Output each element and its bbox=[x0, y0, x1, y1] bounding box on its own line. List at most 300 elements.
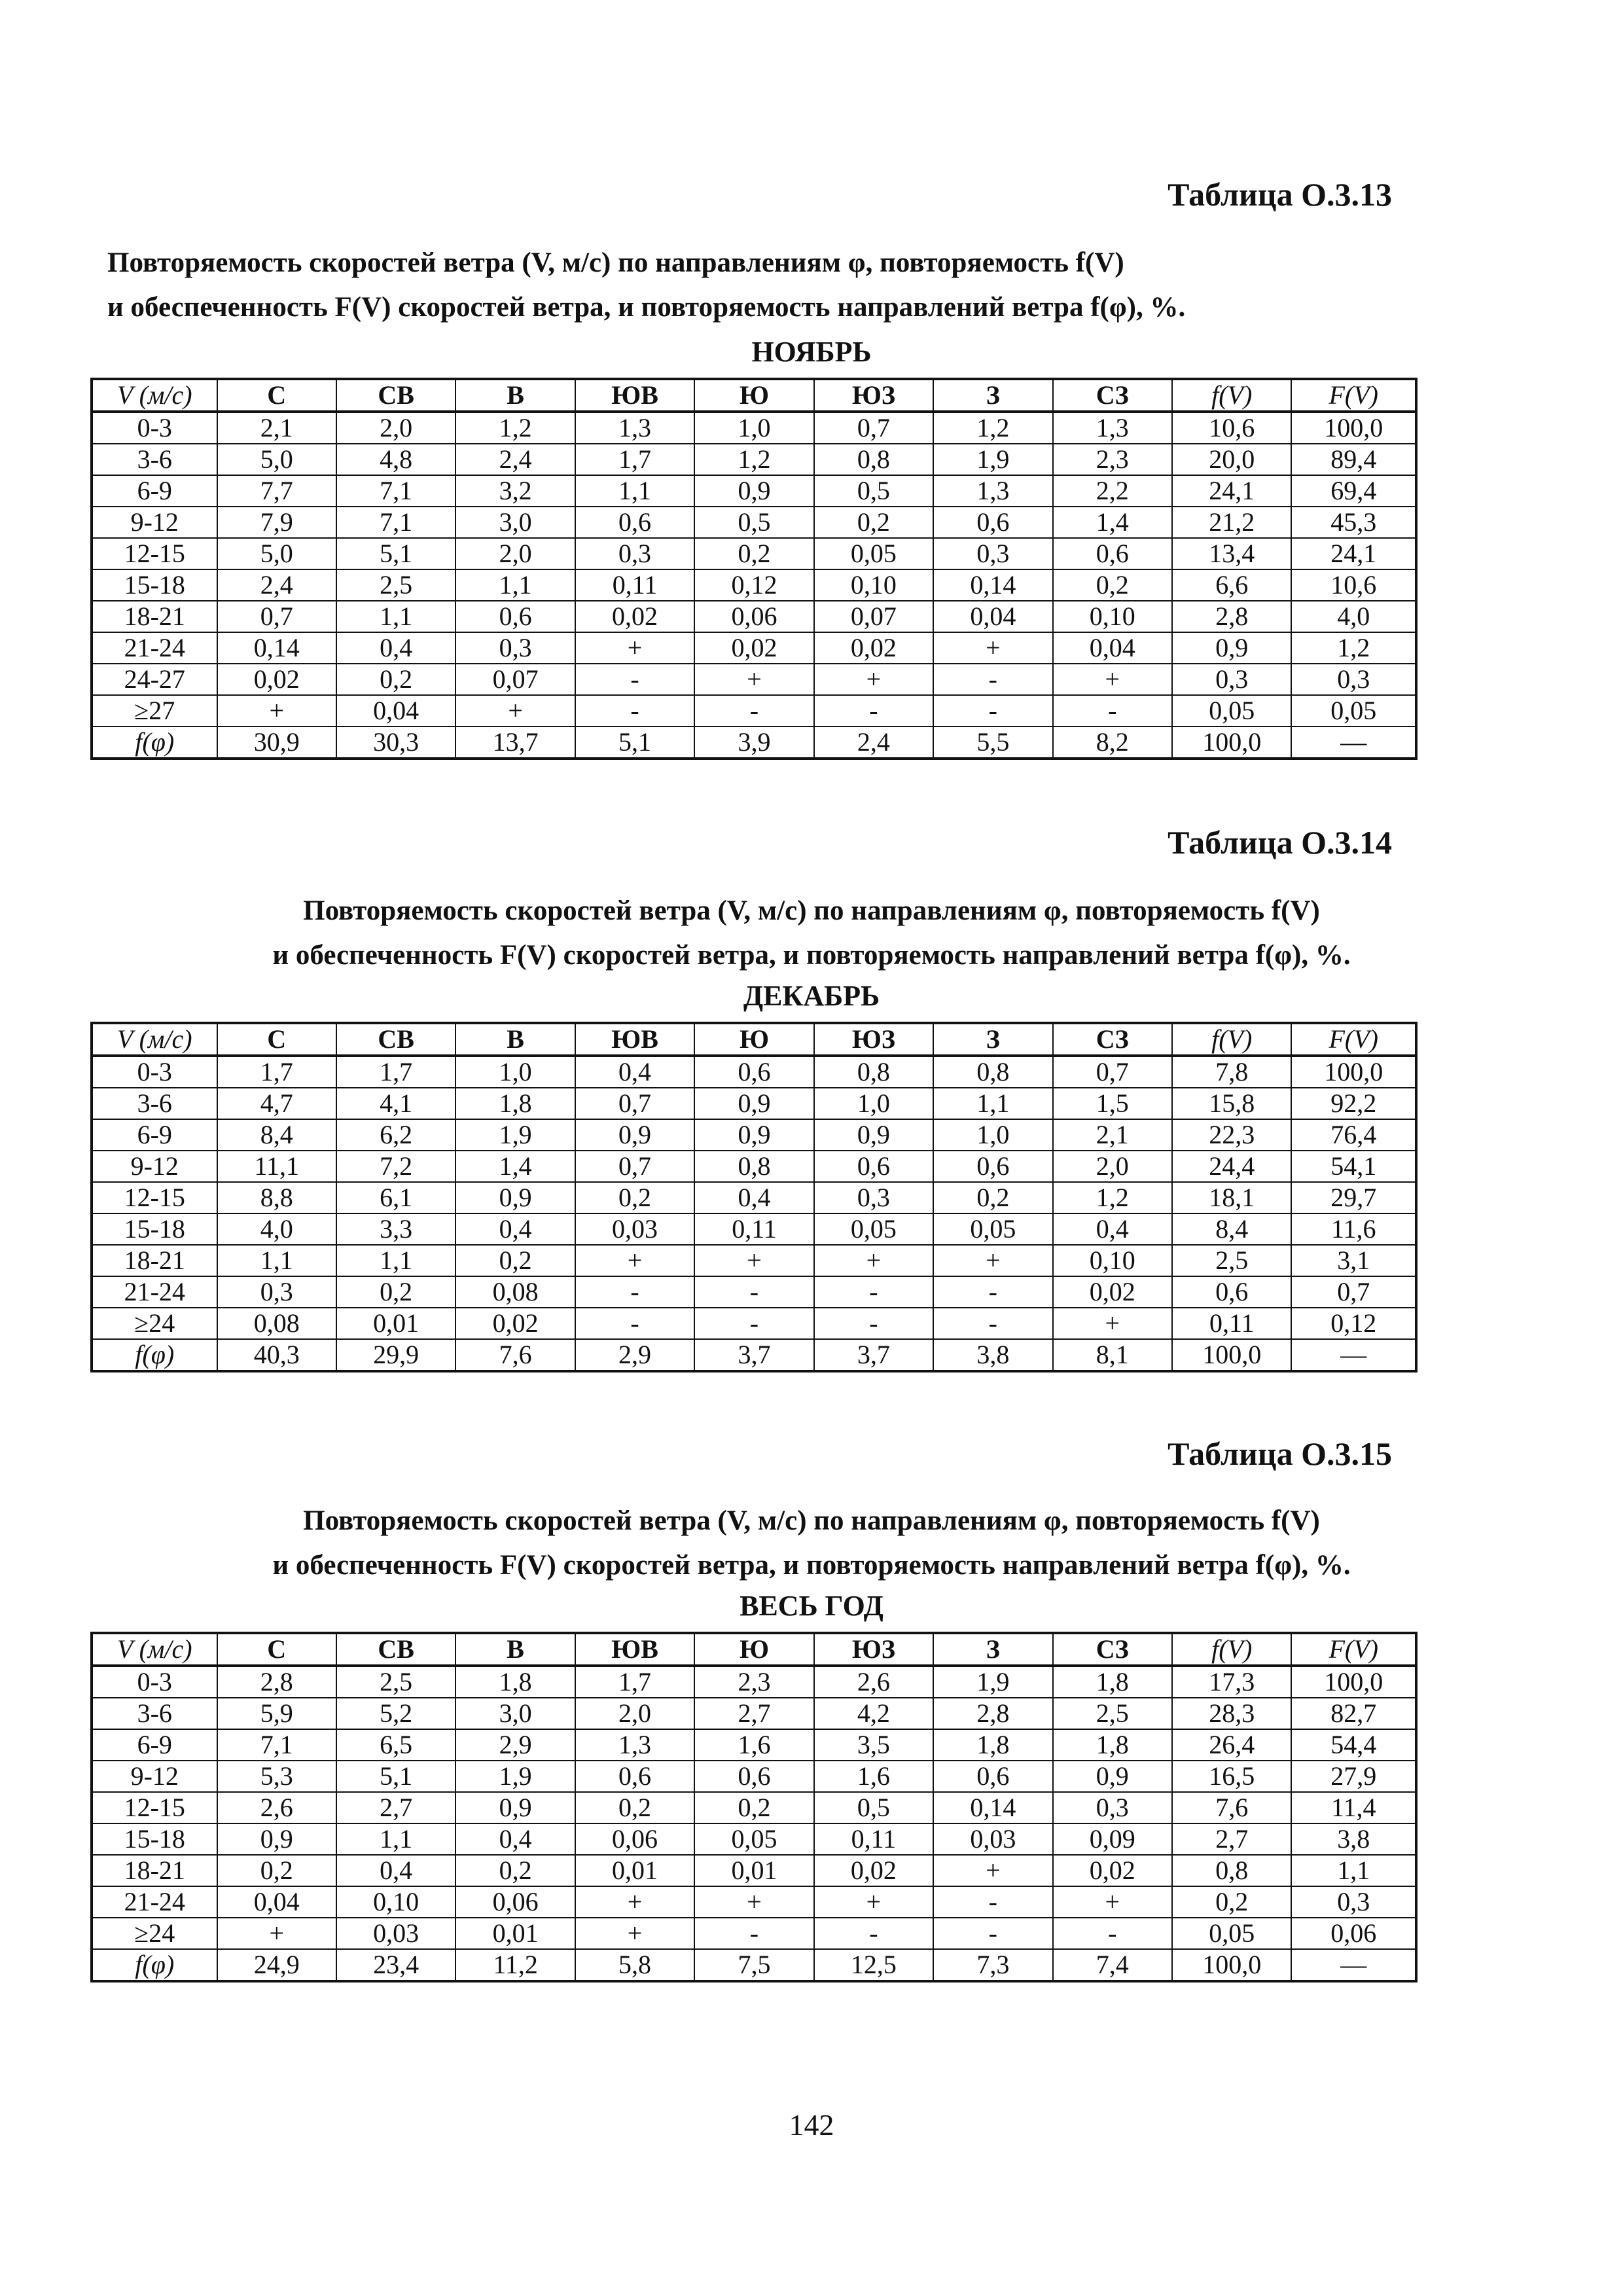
table-cell: - bbox=[933, 695, 1052, 726]
header-Fv: F(V) bbox=[1291, 1633, 1416, 1666]
table-cell: 1,2 bbox=[1291, 632, 1416, 664]
table-cell: 1,9 bbox=[933, 1666, 1052, 1698]
row-label: 0-3 bbox=[92, 1666, 217, 1698]
header-row bbox=[92, 1633, 1416, 1666]
table-cell: 0,11 bbox=[694, 1213, 813, 1245]
table-cell: 2,7 bbox=[1172, 1823, 1291, 1855]
table-cell: 4,0 bbox=[217, 1213, 336, 1245]
table-row bbox=[92, 1918, 1416, 1949]
row-label: 15-18 bbox=[92, 1823, 217, 1855]
table-cell: 0,04 bbox=[1053, 632, 1172, 664]
table-cell: 3,0 bbox=[455, 1698, 575, 1729]
table-cell: 5,3 bbox=[217, 1761, 336, 1792]
table-cell: 6,6 bbox=[1172, 569, 1291, 601]
table-cell: 1,7 bbox=[336, 1056, 455, 1088]
table-cell: 1,6 bbox=[814, 1761, 933, 1792]
table-cell: - bbox=[933, 1886, 1052, 1918]
table-cell: 10,6 bbox=[1291, 569, 1416, 601]
row-label: 15-18 bbox=[92, 1213, 217, 1245]
row-label: 18-21 bbox=[92, 1855, 217, 1886]
row-label: 12-15 bbox=[92, 1182, 217, 1213]
table-cell: 5,1 bbox=[336, 1761, 455, 1792]
table-row bbox=[92, 601, 1416, 632]
table-row bbox=[92, 1276, 1416, 1308]
table-cell: 0,01 bbox=[336, 1308, 455, 1339]
table-cell: 0,02 bbox=[455, 1308, 575, 1339]
header-direction: СЗ bbox=[1053, 379, 1172, 412]
table-cell: 2,0 bbox=[455, 538, 575, 569]
table-cell: 2,6 bbox=[217, 1792, 336, 1823]
row-label: 12-15 bbox=[92, 538, 217, 569]
table-cell: 1,3 bbox=[933, 475, 1052, 507]
table-row bbox=[92, 412, 1416, 444]
total-row bbox=[92, 1339, 1416, 1371]
table-cell: 3,3 bbox=[336, 1213, 455, 1245]
table-cell: 11,2 bbox=[455, 1949, 575, 1981]
table-cell: 21,2 bbox=[1172, 507, 1291, 538]
table-cell: 0,2 bbox=[455, 1855, 575, 1886]
row-label: f(φ) bbox=[92, 726, 217, 759]
header-direction: В bbox=[455, 1633, 575, 1666]
table-cell: 0,6 bbox=[694, 1761, 813, 1792]
table-cell: 2,6 bbox=[814, 1666, 933, 1698]
table-cell: 89,4 bbox=[1291, 444, 1416, 475]
table-cell: 4,1 bbox=[336, 1088, 455, 1119]
table-cell: 2,5 bbox=[336, 1666, 455, 1698]
header-speed: V (м/с) bbox=[92, 1023, 217, 1056]
table-cell: 0,7 bbox=[1053, 1056, 1172, 1088]
table-cell: 7,2 bbox=[336, 1151, 455, 1182]
table-cell: 7,9 bbox=[217, 507, 336, 538]
table-cell: + bbox=[1053, 664, 1172, 695]
table-cell: 0,03 bbox=[933, 1823, 1052, 1855]
header-direction: Ю bbox=[694, 379, 813, 412]
table-row bbox=[92, 1855, 1416, 1886]
row-label: 9-12 bbox=[92, 507, 217, 538]
table-cell: - bbox=[694, 1308, 813, 1339]
table-cell: - bbox=[1053, 1918, 1172, 1949]
table-cell: 8,1 bbox=[1053, 1339, 1172, 1371]
row-label: 6-9 bbox=[92, 1119, 217, 1151]
table-cell: 1,1 bbox=[455, 569, 575, 601]
table-row bbox=[92, 1666, 1416, 1698]
table-row bbox=[92, 507, 1416, 538]
table-cell: 7,8 bbox=[1172, 1056, 1291, 1088]
header-direction: СЗ bbox=[1053, 1023, 1172, 1056]
table-cell: 0,3 bbox=[1172, 664, 1291, 695]
table-cell: 0,06 bbox=[1291, 1918, 1416, 1949]
table-cell: 0,2 bbox=[217, 1855, 336, 1886]
table-cell: 1,3 bbox=[575, 412, 694, 444]
header-direction: ЮЗ bbox=[814, 379, 933, 412]
table-month-title: НОЯБРЬ bbox=[751, 336, 872, 368]
table-cell: 23,4 bbox=[336, 1949, 455, 1981]
table-cell: 1,3 bbox=[575, 1729, 694, 1761]
table-row bbox=[92, 1761, 1416, 1792]
table-cell: 2,4 bbox=[217, 569, 336, 601]
table-row bbox=[92, 664, 1416, 695]
table-cell: 1,1 bbox=[336, 601, 455, 632]
table-cell: 0,02 bbox=[1053, 1276, 1172, 1308]
table-cell: 4,7 bbox=[217, 1088, 336, 1119]
table-caption-line2: и обеспеченность F(V) скоростей ветра, и повторяемость направлений ветра f(φ), %. bbox=[107, 292, 1186, 323]
table-cell: 0,05 bbox=[1291, 695, 1416, 726]
table-cell: 54,4 bbox=[1291, 1729, 1416, 1761]
table-cell: 0,08 bbox=[455, 1276, 575, 1308]
table-cell: 0,9 bbox=[1172, 632, 1291, 664]
table-cell: 0,8 bbox=[814, 1056, 933, 1088]
table-cell: 0,05 bbox=[814, 538, 933, 569]
table-cell: 2,8 bbox=[217, 1666, 336, 1698]
header-direction: ЮВ bbox=[575, 379, 694, 412]
table-cell: 0,01 bbox=[575, 1855, 694, 1886]
table-cell: + bbox=[814, 1886, 933, 1918]
table-cell: 0,05 bbox=[1172, 695, 1291, 726]
table-cell: + bbox=[217, 1918, 336, 1949]
table-cell: 24,1 bbox=[1172, 475, 1291, 507]
table-cell: 0,7 bbox=[575, 1151, 694, 1182]
wind-table bbox=[90, 1022, 1418, 1372]
row-label: 9-12 bbox=[92, 1151, 217, 1182]
table-cell: 18,1 bbox=[1172, 1182, 1291, 1213]
table-caption-line1: Повторяемость скоростей ветра (V, м/с) по направлениям φ, повторяемость f(V) bbox=[303, 895, 1320, 926]
table-cell: 30,9 bbox=[217, 726, 336, 759]
table-cell: 100,0 bbox=[1172, 1949, 1291, 1981]
table-cell: 0,02 bbox=[694, 632, 813, 664]
table-cell: 3,8 bbox=[1291, 1823, 1416, 1855]
table-cell: 0,2 bbox=[455, 1245, 575, 1276]
table-cell: 0,8 bbox=[694, 1151, 813, 1182]
table-cell: — bbox=[1291, 726, 1416, 759]
table-cell: 0,3 bbox=[933, 538, 1052, 569]
row-label: ≥27 bbox=[92, 695, 217, 726]
header-row bbox=[92, 379, 1416, 412]
table-cell: 0,14 bbox=[933, 569, 1052, 601]
table-cell: 11,6 bbox=[1291, 1213, 1416, 1245]
header-speed: V (м/с) bbox=[92, 379, 217, 412]
table-cell: 28,3 bbox=[1172, 1698, 1291, 1729]
table-cell: 0,9 bbox=[575, 1119, 694, 1151]
table-cell: + bbox=[575, 1886, 694, 1918]
table-cell: - bbox=[933, 1276, 1052, 1308]
table-cell: 16,5 bbox=[1172, 1761, 1291, 1792]
table-cell: 0,6 bbox=[933, 507, 1052, 538]
table-cell: 27,9 bbox=[1291, 1761, 1416, 1792]
table-cell: 2,8 bbox=[933, 1698, 1052, 1729]
total-row bbox=[92, 726, 1416, 759]
table-row bbox=[92, 1151, 1416, 1182]
table-cell: 7,5 bbox=[694, 1949, 813, 1981]
table-row bbox=[92, 695, 1416, 726]
table-cell: 6,2 bbox=[336, 1119, 455, 1151]
table-cell: 30,3 bbox=[336, 726, 455, 759]
row-label: 3-6 bbox=[92, 1698, 217, 1729]
table-cell: 6,1 bbox=[336, 1182, 455, 1213]
table-cell: 0,3 bbox=[1291, 664, 1416, 695]
table-cell: 0,6 bbox=[455, 601, 575, 632]
table-cell: 0,3 bbox=[1053, 1792, 1172, 1823]
table-cell: 0,06 bbox=[575, 1823, 694, 1855]
table-cell: - bbox=[933, 664, 1052, 695]
table-cell: 13,4 bbox=[1172, 538, 1291, 569]
row-label: 6-9 bbox=[92, 1729, 217, 1761]
table-cell: 2,3 bbox=[1053, 444, 1172, 475]
table-cell: 0,01 bbox=[694, 1855, 813, 1886]
table-cell: 1,2 bbox=[455, 412, 575, 444]
table-cell: 3,5 bbox=[814, 1729, 933, 1761]
table-cell: 1,4 bbox=[455, 1151, 575, 1182]
table-cell: 1,9 bbox=[933, 444, 1052, 475]
table-cell: 0,7 bbox=[814, 412, 933, 444]
table-cell: 100,0 bbox=[1291, 1666, 1416, 1698]
table-cell: 1,8 bbox=[1053, 1729, 1172, 1761]
table-cell: 5,2 bbox=[336, 1698, 455, 1729]
table-cell: 0,04 bbox=[336, 695, 455, 726]
table-cell: 1,1 bbox=[575, 475, 694, 507]
table-cell: + bbox=[933, 1855, 1052, 1886]
table-cell: 4,8 bbox=[336, 444, 455, 475]
table-cell: 0,2 bbox=[1172, 1886, 1291, 1918]
table-cell: 0,9 bbox=[814, 1119, 933, 1151]
header-direction: З bbox=[933, 1633, 1052, 1666]
table-cell: 1,7 bbox=[575, 1666, 694, 1698]
table-cell: 29,7 bbox=[1291, 1182, 1416, 1213]
table-cell: 0,12 bbox=[1291, 1308, 1416, 1339]
table-cell: 24,4 bbox=[1172, 1151, 1291, 1182]
table-cell: 5,1 bbox=[575, 726, 694, 759]
table-cell: - bbox=[575, 1308, 694, 1339]
table-cell: + bbox=[933, 632, 1052, 664]
row-label: 21-24 bbox=[92, 632, 217, 664]
table-caption-line1: Повторяемость скоростей ветра (V, м/с) по направлениям φ, повторяемость f(V) bbox=[107, 247, 1124, 278]
table-cell: 0,07 bbox=[814, 601, 933, 632]
table-row bbox=[92, 1245, 1416, 1276]
row-label: ≥24 bbox=[92, 1308, 217, 1339]
table-cell: 22,3 bbox=[1172, 1119, 1291, 1151]
table-row bbox=[92, 444, 1416, 475]
table-cell: 54,1 bbox=[1291, 1151, 1416, 1182]
row-label: 0-3 bbox=[92, 412, 217, 444]
table-cell: 7,6 bbox=[1172, 1792, 1291, 1823]
table-cell: 0,05 bbox=[933, 1213, 1052, 1245]
table-number: Таблица О.3.13 bbox=[1168, 176, 1392, 213]
table-cell: 0,10 bbox=[336, 1886, 455, 1918]
table-cell: 2,5 bbox=[1053, 1698, 1172, 1729]
row-label: 3-6 bbox=[92, 1088, 217, 1119]
table-cell: - bbox=[814, 1308, 933, 1339]
table-cell: 0,7 bbox=[1291, 1276, 1416, 1308]
table-cell: + bbox=[694, 664, 813, 695]
table-cell: - bbox=[575, 1276, 694, 1308]
header-direction: С bbox=[217, 1633, 336, 1666]
table-caption-line1: Повторяемость скоростей ветра (V, м/с) по направлениям φ, повторяемость f(V) bbox=[303, 1505, 1320, 1536]
table-cell: 0,3 bbox=[814, 1182, 933, 1213]
table-cell: 40,3 bbox=[217, 1339, 336, 1371]
row-label: 0-3 bbox=[92, 1056, 217, 1088]
table-cell: 1,4 bbox=[1053, 507, 1172, 538]
table-cell: 1,0 bbox=[694, 412, 813, 444]
table-cell: 0,3 bbox=[217, 1276, 336, 1308]
table-cell: 45,3 bbox=[1291, 507, 1416, 538]
table-cell: 0,06 bbox=[455, 1886, 575, 1918]
table-cell: 1,9 bbox=[455, 1761, 575, 1792]
table-cell: 1,1 bbox=[933, 1088, 1052, 1119]
table-cell: 13,7 bbox=[455, 726, 575, 759]
table-cell: 0,5 bbox=[814, 475, 933, 507]
header-direction: С bbox=[217, 1023, 336, 1056]
table-cell: 2,9 bbox=[575, 1339, 694, 1371]
row-label: 15-18 bbox=[92, 569, 217, 601]
table-cell: 0,9 bbox=[455, 1792, 575, 1823]
table-cell: 1,8 bbox=[1053, 1666, 1172, 1698]
table-cell: 100,0 bbox=[1172, 1339, 1291, 1371]
table-number: Таблица О.3.14 bbox=[1168, 824, 1392, 861]
table-cell: 0,07 bbox=[455, 664, 575, 695]
table-cell: 8,4 bbox=[1172, 1213, 1291, 1245]
table-cell: 5,5 bbox=[933, 726, 1052, 759]
table-cell: + bbox=[933, 1245, 1052, 1276]
table-cell: 2,7 bbox=[694, 1698, 813, 1729]
table-cell: 2,8 bbox=[1172, 601, 1291, 632]
table-cell: 0,02 bbox=[814, 1855, 933, 1886]
table-cell: 1,1 bbox=[336, 1245, 455, 1276]
table-cell: 69,4 bbox=[1291, 475, 1416, 507]
table-cell: 8,8 bbox=[217, 1182, 336, 1213]
table-cell: 0,4 bbox=[455, 1213, 575, 1245]
table-cell: 0,6 bbox=[1172, 1276, 1291, 1308]
table-cell: 1,6 bbox=[694, 1729, 813, 1761]
table-cell: 100,0 bbox=[1172, 726, 1291, 759]
table-cell: 1,0 bbox=[814, 1088, 933, 1119]
table-cell: 2,0 bbox=[336, 412, 455, 444]
table-cell: 2,1 bbox=[217, 412, 336, 444]
table-cell: 5,1 bbox=[336, 538, 455, 569]
table-cell: 0,05 bbox=[694, 1823, 813, 1855]
table-cell: 0,03 bbox=[575, 1213, 694, 1245]
table-cell: 0,7 bbox=[217, 601, 336, 632]
table-cell: 15,8 bbox=[1172, 1088, 1291, 1119]
table-cell: 0,14 bbox=[933, 1792, 1052, 1823]
table-cell: 8,4 bbox=[217, 1119, 336, 1151]
row-label: 6-9 bbox=[92, 475, 217, 507]
table-cell: 0,03 bbox=[336, 1918, 455, 1949]
table-cell: — bbox=[1291, 1949, 1416, 1981]
table-cell: 4,2 bbox=[814, 1698, 933, 1729]
table-cell: 10,6 bbox=[1172, 412, 1291, 444]
table-row bbox=[92, 475, 1416, 507]
header-row bbox=[92, 1023, 1416, 1056]
table-cell: 7,4 bbox=[1053, 1949, 1172, 1981]
table-cell: 0,2 bbox=[336, 1276, 455, 1308]
table-cell: 0,8 bbox=[933, 1056, 1052, 1088]
table-cell: 3,1 bbox=[1291, 1245, 1416, 1276]
table-cell: 2,1 bbox=[1053, 1119, 1172, 1151]
table-cell: 7,1 bbox=[336, 507, 455, 538]
table-caption-line2: и обеспеченность F(V) скоростей ветра, и повторяемость направлений ветра f(φ), %. bbox=[272, 940, 1351, 971]
table-row bbox=[92, 1056, 1416, 1088]
table-number: Таблица О.3.15 bbox=[1168, 1435, 1392, 1472]
table-cell: 0,14 bbox=[217, 632, 336, 664]
header-direction: СВ bbox=[336, 1633, 455, 1666]
header-direction: СЗ bbox=[1053, 1633, 1172, 1666]
table-cell: 29,9 bbox=[336, 1339, 455, 1371]
header-direction: ЮЗ bbox=[814, 1023, 933, 1056]
table-cell: 1,2 bbox=[694, 444, 813, 475]
table-cell: 1,8 bbox=[455, 1666, 575, 1698]
table-cell: 2,2 bbox=[1053, 475, 1172, 507]
table-cell: 0,11 bbox=[575, 569, 694, 601]
wind-table bbox=[90, 378, 1418, 760]
table-row bbox=[92, 1729, 1416, 1761]
table-cell: 11,4 bbox=[1291, 1792, 1416, 1823]
table-cell: 6,5 bbox=[336, 1729, 455, 1761]
table-cell: 0,5 bbox=[694, 507, 813, 538]
table-cell: 0,4 bbox=[1053, 1213, 1172, 1245]
table-cell: 7,3 bbox=[933, 1949, 1052, 1981]
table-cell: 0,6 bbox=[575, 1761, 694, 1792]
table-cell: + bbox=[1053, 1886, 1172, 1918]
table-cell: 0,2 bbox=[694, 538, 813, 569]
table-cell: 7,1 bbox=[217, 1729, 336, 1761]
header-direction: С bbox=[217, 379, 336, 412]
table-cell: 24,1 bbox=[1291, 538, 1416, 569]
table-cell: 0,10 bbox=[814, 569, 933, 601]
row-label: 12-15 bbox=[92, 1792, 217, 1823]
table-cell: 0,02 bbox=[814, 632, 933, 664]
table-cell: 1,3 bbox=[1053, 412, 1172, 444]
table-row bbox=[92, 632, 1416, 664]
table-cell: 0,04 bbox=[933, 601, 1052, 632]
table-cell: 82,7 bbox=[1291, 1698, 1416, 1729]
table-cell: — bbox=[1291, 1339, 1416, 1371]
table-cell: + bbox=[217, 695, 336, 726]
table-cell: 1,2 bbox=[1053, 1182, 1172, 1213]
row-label: 21-24 bbox=[92, 1886, 217, 1918]
table-cell: 0,02 bbox=[217, 664, 336, 695]
header-direction: СВ bbox=[336, 1023, 455, 1056]
table-cell: 76,4 bbox=[1291, 1119, 1416, 1151]
header-Fv: F(V) bbox=[1291, 1023, 1416, 1056]
table-cell: 0,2 bbox=[933, 1182, 1052, 1213]
table-cell: 2,5 bbox=[1172, 1245, 1291, 1276]
table-cell: 0,05 bbox=[1172, 1918, 1291, 1949]
table-cell: 0,02 bbox=[575, 601, 694, 632]
table-cell: 3,7 bbox=[814, 1339, 933, 1371]
table-cell: 26,4 bbox=[1172, 1729, 1291, 1761]
header-direction: З bbox=[933, 1023, 1052, 1056]
header-direction: З bbox=[933, 379, 1052, 412]
table-cell: 0,10 bbox=[1053, 1245, 1172, 1276]
table-cell: 5,8 bbox=[575, 1949, 694, 1981]
table-cell: 0,5 bbox=[814, 1792, 933, 1823]
table-cell: 2,5 bbox=[336, 569, 455, 601]
table-cell: - bbox=[814, 1276, 933, 1308]
row-label: 24-27 bbox=[92, 664, 217, 695]
table-cell: 0,10 bbox=[1053, 601, 1172, 632]
table-cell: 0,2 bbox=[1053, 569, 1172, 601]
table-cell: 7,7 bbox=[217, 475, 336, 507]
table-cell: 0,05 bbox=[814, 1213, 933, 1245]
table-row bbox=[92, 1182, 1416, 1213]
table-cell: - bbox=[694, 695, 813, 726]
table-cell: 0,2 bbox=[575, 1792, 694, 1823]
table-cell: 1,7 bbox=[575, 444, 694, 475]
table-cell: 0,11 bbox=[1172, 1308, 1291, 1339]
table-cell: 0,11 bbox=[814, 1823, 933, 1855]
table-cell: 0,6 bbox=[814, 1151, 933, 1182]
table-cell: 100,0 bbox=[1291, 412, 1416, 444]
table-row bbox=[92, 569, 1416, 601]
